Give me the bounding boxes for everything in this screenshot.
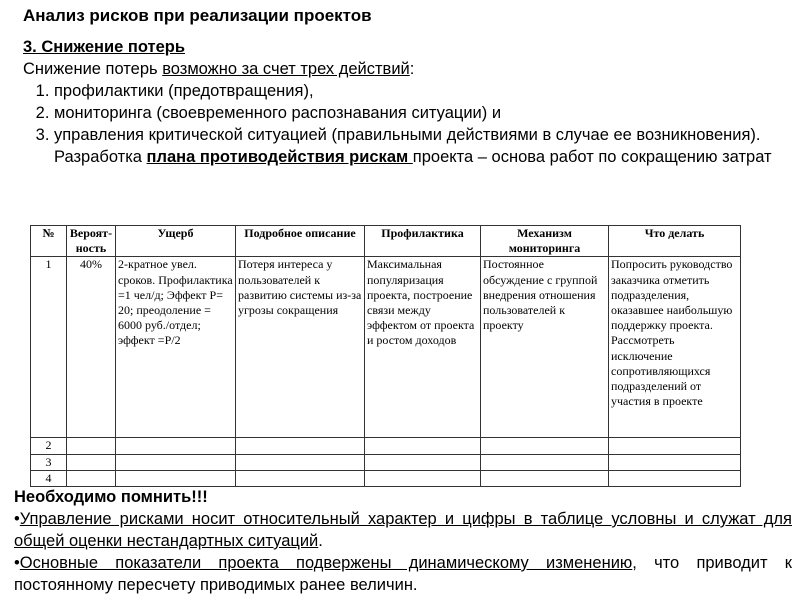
risk-table bbox=[30, 225, 741, 487]
intro-text bbox=[23, 58, 793, 80]
header-cell: Что делать bbox=[609, 226, 741, 257]
header-cell: Профилактика bbox=[365, 226, 481, 257]
table-header-row bbox=[31, 226, 741, 257]
list-item: 1. профилактики (предотвращения), bbox=[54, 80, 793, 102]
table-cell bbox=[481, 454, 609, 470]
table-cell: 2 bbox=[31, 438, 67, 454]
table-cell bbox=[67, 470, 116, 486]
table-cell bbox=[609, 438, 741, 454]
bullet-link: Управление рисками носит относительный характер и цифры в таблице условны и служат для общей оценки нестандартных ситуаций bbox=[14, 510, 792, 550]
table-cell bbox=[365, 470, 481, 486]
table-cell: Постоянное обсуждение с группой внедрения отношения пользователей к проекту bbox=[481, 257, 609, 438]
table-cell: Максимальная популяризация проекта, построение связи между эффектом от проекта и ростом доходов bbox=[365, 257, 481, 438]
header-cell: Вероят-ность bbox=[67, 226, 116, 257]
table-cell bbox=[365, 438, 481, 454]
table-cell bbox=[236, 470, 365, 486]
table-cell bbox=[116, 438, 236, 454]
table-cell bbox=[116, 454, 236, 470]
footer-notes bbox=[14, 486, 792, 596]
table-cell bbox=[481, 438, 609, 454]
table-row bbox=[31, 257, 741, 438]
header-cell: № bbox=[31, 226, 67, 257]
table-cell: Потеря интереса у пользователей к развитию системы из-за угрозы сокращения bbox=[236, 257, 365, 438]
table-cell bbox=[116, 470, 236, 486]
table-cell bbox=[609, 470, 741, 486]
plan-end: проекта – основа работ по сокращению затрат bbox=[412, 148, 772, 166]
table-cell: 1 bbox=[31, 257, 67, 438]
table-cell: Попросить руководство заказчика отметить подразделения, оказавшее наибольшую поддержку проекта. Рассмотреть исключение сопротивляющихся подразделений от участия в проекте bbox=[609, 257, 741, 438]
intro-start: Снижение потерь bbox=[23, 60, 163, 78]
table-cell bbox=[236, 454, 365, 470]
list-item: 3. управления критической ситуацией (правильными действиями в случае ее возникновения). bbox=[54, 124, 793, 146]
plan-text bbox=[23, 146, 793, 168]
table-cell: 4 bbox=[31, 470, 67, 486]
table-cell bbox=[67, 454, 116, 470]
plan-link: плана противодействия рискам bbox=[146, 148, 413, 166]
section-heading: 3. Снижение потерь bbox=[23, 38, 186, 56]
bullet-end: . bbox=[318, 532, 323, 550]
table-cell: 40% bbox=[67, 257, 116, 438]
header-cell: Ущерб bbox=[116, 226, 236, 257]
plan-start: Разработка bbox=[54, 148, 147, 166]
footer-bullet: •Основные показатели проекта подвержены динамическому изменению, что приводит к постоянному пересчету приводимых ранее величин. bbox=[14, 554, 792, 594]
slide-title: Анализ рисков при реализации проектов bbox=[23, 6, 372, 25]
table-cell bbox=[365, 454, 481, 470]
bullet-link: Основные показатели проекта подвержены динамическому изменению bbox=[19, 554, 633, 572]
table-cell bbox=[481, 470, 609, 486]
actions-list bbox=[23, 80, 793, 146]
table-cell: 2-кратное увел. сроков. Профилактика =1 чел/д; Эффект Р= 20; преодоление = 6000 руб./отдел; эффект =Р/2 bbox=[116, 257, 236, 438]
list-item: 2. мониторинга (своевременного распознавания ситуации) и bbox=[54, 102, 793, 124]
footer-heading: Необходимо помнить!!! bbox=[14, 488, 208, 506]
table-cell bbox=[236, 438, 365, 454]
slide-body bbox=[23, 36, 793, 168]
header-cell: Подробное описание bbox=[236, 226, 365, 257]
intro-link: возможно за счет трех действий bbox=[162, 60, 410, 78]
intro-end: : bbox=[409, 60, 415, 78]
footer-bullet: •Управление рисками носит относительный характер и цифры в таблице условны и служат для общей оценки нестандартных ситуаций. bbox=[14, 510, 792, 550]
header-cell: Механизм мониторинга bbox=[481, 226, 609, 257]
table-row bbox=[31, 438, 741, 454]
table-row bbox=[31, 470, 741, 486]
table-cell: 3 bbox=[31, 454, 67, 470]
table-cell bbox=[609, 454, 741, 470]
table-row bbox=[31, 454, 741, 470]
bullet-end: , что приводит к постоянному пересчету приводимых ранее величин. bbox=[14, 554, 792, 594]
table-cell bbox=[67, 438, 116, 454]
